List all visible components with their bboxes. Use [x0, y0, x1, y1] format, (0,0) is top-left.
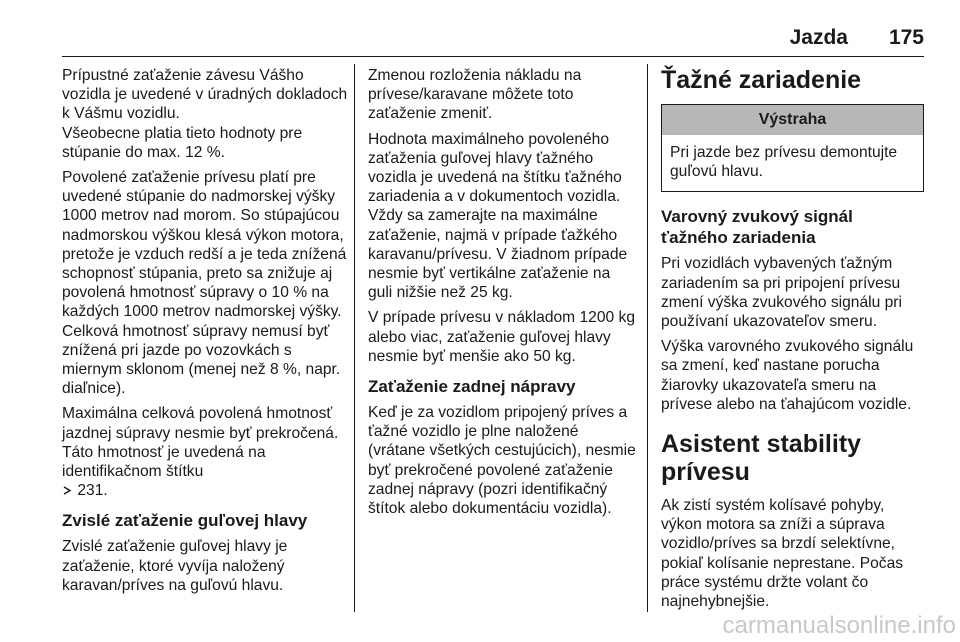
- heading-rear-axle-load: Zaťaženie zadnej nápravy: [368, 377, 576, 397]
- warning-text: Pri jazde bez prívesu demontujte guľovú hlavu.: [670, 144, 898, 181]
- watermark: carmanualsonline.info: [722, 612, 956, 639]
- column-divider: [354, 64, 355, 612]
- paragraph: Keď je za vozidlom pripojený príves a ťažné vozidlo je plne naložené (vrátane všetkých cestujúcich), nesmie byť prekročené povolené zaťaženie zadnej nápravy (pozri identifikačný štítok alebo dokumentáciu vozidla).: [368, 404, 636, 518]
- column-2: [368, 66, 638, 524]
- paragraph: V prípade prívesu v nákladom 1200 kg alebo viac, zaťaženie guľovej hlavy nesmie byť menšie ako 50 kg.: [368, 309, 635, 365]
- section-title: Jazda: [789, 26, 848, 49]
- column-3: [661, 66, 924, 617]
- page-reference-link[interactable]: 231.: [77, 482, 108, 500]
- heading-towbar-signal: Varovný zvukový signál ťažného zariadenia: [661, 207, 853, 248]
- paragraph: Výška varovného zvukového signálu sa zmení, keď nastane porucha žiarovky ukazovateľa smeru na prívese alebo na ťahajúcom vozidle.: [661, 338, 914, 413]
- paragraph-text: Maximálna celková povolená hmotnosť jazdnej súpravy nesmie byť prekročená. Táto hmotnosť je uvedená na identifikačnom štítku: [62, 405, 339, 481]
- page-number: 175: [888, 26, 924, 49]
- column-divider: [647, 64, 648, 612]
- heading-vertical-load: Zvislé zaťaženie guľovej hlavy: [62, 511, 308, 531]
- paragraph: Ak zistí systém kolísavé pohyby, výkon motora sa zníži a súprava vozidlo/príves sa brzdí selektívne, pokiaľ kolísanie neprestane. Počas práce systému držte volant čo najnehybnejšie.: [661, 497, 904, 611]
- paragraph: Všeobecne platia tieto hodnoty pre stúpanie do max. 12 %.: [62, 124, 303, 161]
- paragraph: Zmenou rozloženia nákladu na prívese/karavane môžete toto zaťaženie zmeniť.: [368, 67, 582, 123]
- column-1: [62, 66, 348, 601]
- warning-box: [661, 104, 924, 192]
- paragraph: Povolené zaťaženie prívesu platí pre uvedené stúpanie do nadmorskej výšky 1000 metrov nad morom. So stúpajúcou nadmorskou výškou klesá výkon motora, pretože je vzduch redší a je teda znížená schopnosť stúpania, preto sa znižuje aj povolená hmotnosť súpravy o 10 % na každých 1000 metrov nadmorskej výšky.: [62, 169, 347, 321]
- paragraph: Pri vozidlách vybavených ťažným zariadením sa pri pripojení prívesu zmení výška zvukového signálu pri používaní ukazovateľov smeru.: [661, 255, 902, 331]
- page-reference-arrow-icon: [62, 482, 77, 499]
- paragraph: Prípustné zaťaženie závesu Vášho vozidla je uvedené v úradných dokladoch k Vášmu vozidlu.: [62, 67, 348, 123]
- page-header: [0, 0, 960, 58]
- paragraph: [62, 404, 348, 500]
- paragraph: Hodnota maximálneho povoleného zaťaženia guľovej hlavy ťažného vozidla je uvedená na štítku ťažného zariadenia a v dokumentoch vozidla. Vždy sa zamerajte na maximálne zaťaženie, najmä v prípade ťažkého karavanu/prívesu. V žiadnom prípade nesmie byť vertikálne zaťaženie na guli nižšie než 25 kg.: [368, 130, 628, 302]
- paragraph: Celková hmotnosť súpravy nemusí byť znížená pri jazde po vozovkách s miernym sklonom (menej než 8 %, napr. diaľnice).: [62, 322, 341, 398]
- paragraph: Zvislé zaťaženie guľovej hlavy je zaťaženie, ktoré vyvíja naložený karavan/príves na guľovú hlavu.: [62, 538, 288, 594]
- warning-title: Výstraha: [662, 105, 923, 135]
- header-rule: [62, 56, 924, 57]
- heading-trailer-stability: Asistent stability prívesu: [661, 430, 862, 487]
- heading-towbar: Ťažné zariadenie: [661, 66, 862, 94]
